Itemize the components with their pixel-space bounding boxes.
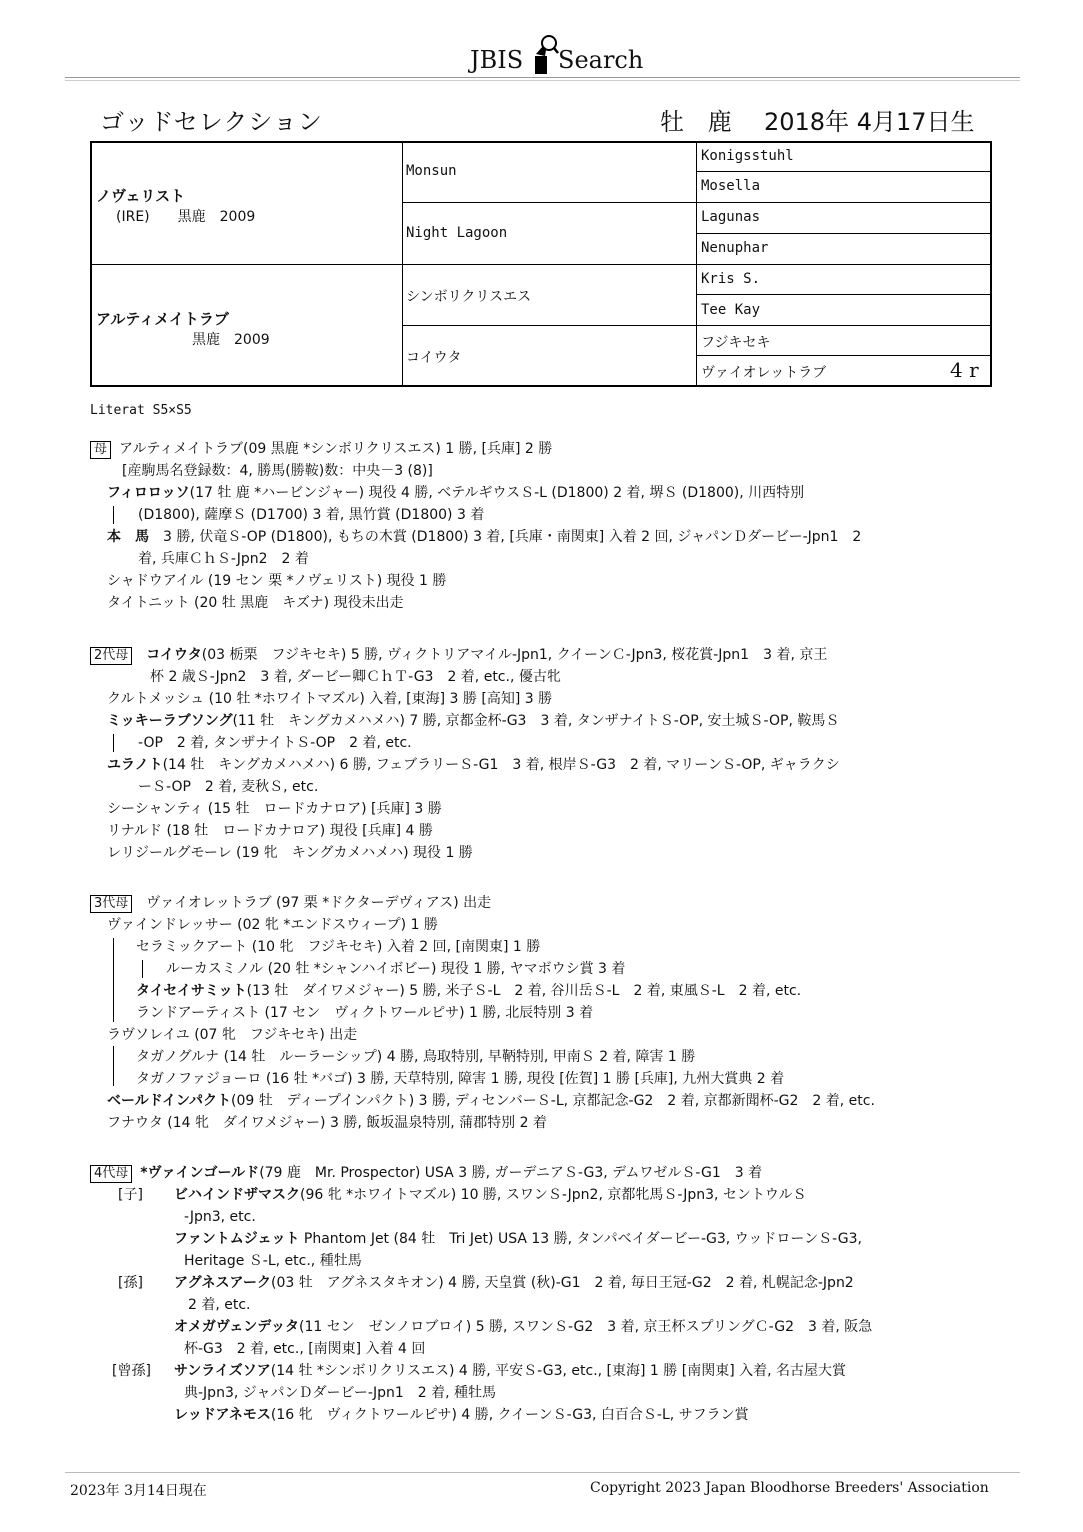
dam-produce-row[interactable]: フィロロッソ(17 牡 鹿 *ハービンジャー) 現役 4 勝, ベテルギウスＳ-L (D1800) 2 着, 堺Ｓ (D1800), 川西特別 [107, 485, 805, 501]
footer-divider [65, 1472, 1020, 1473]
horse-name: ゴッドセレクション [100, 108, 323, 136]
header-divider [65, 77, 1020, 78]
relation-label-child: [子] [118, 1187, 143, 1203]
second-dam-produce-row[interactable]: レリジールグモーレ (19 牝 キングカメハメハ) 現役 1 勝 [107, 845, 473, 861]
continuation-bar [113, 734, 114, 752]
fourth-dam-descendant-row-cont: Heritage Ｓ-L, etc., 種牡馬 [184, 1253, 362, 1269]
dam-produce-row-cont: 着, 兵庫ＣｈＳ-Jpn2 2 着 [138, 551, 309, 567]
dam-line: 母 アルティメイトラブ(09 黒鹿 *シンボリクリスエス) 1 勝, [兵庫] 2 勝 [90, 438, 552, 460]
pedigree-divider [696, 294, 990, 295]
pedigree-ds-dam[interactable]: Tee Kay [701, 302, 761, 318]
dam-produce-row[interactable]: シャドウアイル (19 セン 栗 *ノヴェリスト) 現役 1 勝 [107, 573, 447, 589]
pedigree-divider [696, 355, 990, 356]
dam-produce-row-self[interactable]: 本 馬 3 勝, 伏竜Ｓ-OP (D1800), もちの木賞 (D1800) 3 着, [兵庫・南関東] 入着 2 回, ジャパンＤダービー-Jpn1 2 [107, 529, 862, 545]
inbreeding-note: Literat S5×S5 [90, 403, 192, 418]
pedigree-divider [696, 171, 990, 172]
pedigree-sd-sire[interactable]: Lagunas [701, 209, 761, 225]
fourth-dam-descendant-row-cont: -Jpn3, etc. [184, 1209, 256, 1225]
fourth-dam-descendant-row-cont: 典-Jpn3, ジャパンＤダービー-Jpn1 2 着, 種牡馬 [184, 1385, 497, 1401]
dam-details: 黒鹿 2009 [192, 332, 270, 348]
third-dam-greatgrand-row[interactable]: ルーカスミノル (20 牡 *シャンハイボビー) 現役 1 勝, ヤマボウシ賞 3 着 [166, 961, 626, 977]
dam-produce-row-cont: (D1800), 薩摩Ｓ (D1700) 3 着, 黒竹賞 (D1800) 3 着 [138, 507, 485, 523]
pedigree-divider [402, 325, 990, 326]
fourth-dam-descendant-row[interactable]: アグネスアーク(03 牡 アグネスタキオン) 4 勝, 天皇賞 (秋)-G1 2 着, 毎日王冠-G2 2 着, 札幌記念-Jpn2 [174, 1275, 854, 1291]
fourth-dam-descendant-row[interactable]: オメガヴェンデッタ(11 セン ゼンノロブロイ) 5 勝, スワンＳ-G2 3 着, 京王杯スプリングＣ-G2 3 着, 阪急 [174, 1319, 873, 1335]
third-dam-grandproduce-row[interactable]: タガノグルナ (14 牡 ルーラーシップ) 4 勝, 鳥取特別, 早鞆特別, 甲南Ｓ 2 着, 障害 1 勝 [136, 1049, 696, 1065]
fourth-dam-descendant-row[interactable]: ビハインドザマスク(96 牝 *ホワイトマズル) 10 勝, スワンＳ-Jpn2, 京都牝馬Ｓ-Jpn3, セントウルＳ [174, 1187, 807, 1203]
second-dam-produce-row[interactable]: ミッキーラブソング(11 牡 キングカメハメハ) 7 勝, 京都金杯-G3 3 着, タンザナイトＳ-OP, 安土城Ｓ-OP, 鞍馬Ｓ [107, 713, 840, 729]
pedigree-dd-sire[interactable]: フジキセキ [701, 335, 771, 351]
dam-produce-row[interactable]: タイトニット (20 牡 黒鹿 キズナ) 現役未出走 [107, 595, 404, 611]
sex-and-color: 牡 鹿 [660, 108, 740, 136]
pedigree-divider [402, 202, 990, 203]
pedigree-table [90, 141, 992, 387]
logo-text-search: Search [558, 46, 644, 74]
fourth-dam-descendant-row-cont: 杯-G3 2 着, etc., [南関東] 入着 4 回 [184, 1341, 426, 1357]
second-dam-produce-row[interactable]: リナルド (18 牡 ロードカナロア) 現役 [兵庫] 4 勝 [107, 823, 433, 839]
dam-produce-stats: [産駒馬名登録数：4, 勝馬(勝鞍)数：中央－3 (8)] [122, 463, 433, 479]
third-dam-produce-row[interactable]: フナウタ (14 牝 ダイワメジャー) 3 勝, 飯坂温泉特別, 蒲郡特別 2 着 [107, 1115, 547, 1131]
copyright: Copyright 2023 Japan Bloodhorse Breeders' Association [590, 1480, 989, 1496]
third-dam-grandproduce-row[interactable]: タイセイサミット(13 牡 ダイワメジャー) 5 勝, 米子Ｓ-L 2 着, 谷川岳Ｓ-L 2 着, 東風Ｓ-L 2 着, etc. [136, 983, 802, 999]
relation-label-grandchild: [孫] [118, 1275, 143, 1291]
pedigree-dam[interactable] [96, 308, 270, 349]
second-dam-line-cont: 杯 2 歳Ｓ-Jpn2 3 着, ダービー卿ＣｈＴ-G3 2 着, etc., 優古牝 [150, 669, 561, 685]
second-dam-produce-row[interactable]: シーシャンティ (15 牡 ロードカナロア) [兵庫] 3 勝 [107, 801, 442, 817]
pedigree-sd-dam[interactable]: Nenuphar [701, 240, 769, 256]
pedigree-dam-dam[interactable]: コイウタ [406, 350, 462, 366]
pedigree-dd-dam[interactable]: ヴァイオレットラブ [701, 365, 827, 381]
family-tree-bar [113, 938, 114, 1022]
section-label-second-dam: 2代母 [90, 647, 132, 665]
family-number: 4 r [950, 358, 979, 382]
pedigree-ss-dam[interactable]: Mosella [701, 178, 761, 194]
third-dam-grandproduce-row[interactable]: タガノファジョーロ (16 牡 *バゴ) 3 勝, 天草特別, 障害 1 勝, 現役 [佐賀] 1 勝 [兵庫], 九州大賞典 2 着 [136, 1071, 785, 1087]
fourth-dam-descendant-row[interactable]: レッドアネモス(16 牝 ヴィクトワールピサ) 4 勝, クイーンＳ-G3, 白百合Ｓ-L, サフラン賞 [174, 1407, 749, 1423]
second-dam-produce-row[interactable]: ユラノト(14 牡 キングカメハメハ) 6 勝, フェブラリーＳ-G1 3 着, 根岸Ｓ-G3 2 着, マリーンＳ-OP, ギャラクシ [107, 757, 840, 773]
family-tree-bar [142, 960, 143, 978]
dam-name: アルティメイトラブ [96, 310, 229, 328]
logo-text-jbis: JBIS [470, 46, 524, 74]
relation-label-great-grandchild: [曾孫] [112, 1363, 151, 1379]
section-label-third-dam: 3代母 [90, 895, 132, 913]
section-label-fourth-dam: 4代母 [90, 1165, 132, 1183]
sire-name: ノヴェリスト [96, 187, 186, 205]
pedigree-dam-sire[interactable]: シンボリクリスエス [406, 289, 532, 305]
as-of-date: 2023年 3月14日現在 [70, 1483, 207, 1499]
second-dam-line: 2代母 コイウタ(03 栃栗 フジキセキ) 5 勝, ヴィクトリアマイル-Jpn1, クイーンＣ-Jpn3, 桜花賞-Jpn1 3 着, 京王 [90, 644, 827, 666]
third-dam-grandproduce-row[interactable]: セラミックアート (10 牝 フジキセキ) 入着 2 回, [南関東] 1 勝 [136, 939, 541, 955]
continuation-bar [113, 506, 114, 524]
second-dam-produce-row-cont: -OP 2 着, タンザナイトＳ-OP 2 着, etc. [138, 735, 412, 751]
fourth-dam-line: 4代母 *ヴァインゴールド(79 鹿 Mr. Prospector) USA 3 勝, ガーデニアＳ-G3, デムワゼルＳ-G1 3 着 [90, 1162, 762, 1184]
birth-date: 2018年 4月17日生 [764, 108, 975, 136]
second-dam-produce-row[interactable]: クルトメッシュ (10 牡 *ホワイトマズル) 入着, [東海] 3 勝 [高知] 3 勝 [107, 691, 553, 707]
jbis-search-logo[interactable] [470, 16, 644, 76]
family-tree-bar [113, 1046, 114, 1086]
sire-details: (IRE) 黒鹿 2009 [116, 209, 256, 225]
pedigree-divider [92, 264, 990, 265]
header-divider-secondary [65, 80, 1020, 81]
third-dam-grandproduce-row[interactable]: ランドアーティスト (17 セン ヴィクトワールピサ) 1 勝, 北辰特別 3 着 [136, 1005, 594, 1021]
pedigree-ds-sire[interactable]: Kris S. [701, 271, 761, 287]
pedigree-sire-dam[interactable]: Night Lagoon [406, 225, 508, 241]
fourth-dam-descendant-row-cont: 2 着, etc. [188, 1297, 251, 1313]
fourth-dam-descendant-row[interactable]: サンライズソア(14 牡 *シンボリクリスエス) 4 勝, 平安Ｓ-G3, etc., [東海] 1 勝 [南関東] 入着, 名古屋大賞 [174, 1363, 847, 1379]
third-dam-produce-row[interactable]: ラヴソレイユ (07 牝 フジキセキ) 出走 [107, 1027, 358, 1043]
horse-magnifier-icon [533, 34, 561, 76]
second-dam-produce-row-cont: ーＳ-OP 2 着, 麦秋Ｓ, etc. [138, 779, 319, 795]
fourth-dam-descendant-row[interactable]: ファントムジェット Phantom Jet (84 牡 Tri Jet) USA 13 勝, タンパベイダービー-G3, ウッドローンＳ-G3, [174, 1231, 862, 1247]
pedigree-ss-sire[interactable]: Konigsstuhl [701, 148, 794, 164]
pedigree-divider [696, 233, 990, 234]
third-dam-produce-row[interactable]: ベールドインパクト(09 牡 ディープインパクト) 3 勝, ディセンバーＳ-L, 京都記念-G2 2 着, 京都新聞杯-G2 2 着, etc. [107, 1093, 875, 1109]
third-dam-line: 3代母 ヴァイオレットラブ (97 栗 *ドクターデヴィアス) 出走 [90, 892, 491, 914]
section-label-dam: 母 [90, 441, 111, 459]
pedigree-sire-sire[interactable]: Monsun [406, 163, 457, 179]
third-dam-produce-row[interactable]: ヴァインドレッサー (02 牝 *エンドスウィープ) 1 勝 [107, 917, 438, 933]
pedigree-sire[interactable] [96, 185, 255, 226]
